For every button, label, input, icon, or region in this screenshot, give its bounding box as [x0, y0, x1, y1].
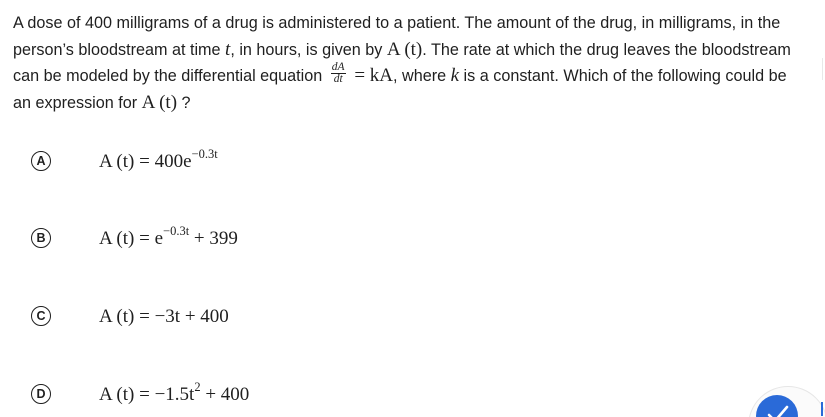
variable-k: k	[450, 65, 460, 86]
choice-expression-tail: + 399	[189, 228, 238, 250]
answer-choice-c[interactable]	[31, 303, 431, 329]
question-part: . The rate at which the drug leaves the bloodstream can be modeled by the differential equation	[13, 40, 791, 85]
question-part: A dose of 400 milligrams of a drug is administered to a patient. The amount of the drug, in milligrams, in the person’s bloodstream at time	[13, 14, 781, 59]
choice-letter-bubble[interactable]: D	[31, 384, 51, 404]
question-part: , in hours, is given by	[230, 40, 387, 59]
choice-expression	[99, 146, 218, 173]
choice-letter-bubble[interactable]: A	[31, 151, 51, 171]
question-part: ?	[177, 93, 191, 112]
floating-action-area	[748, 386, 825, 417]
equation-rhs: = kA	[349, 65, 394, 86]
answer-choice-a[interactable]	[31, 148, 431, 174]
choice-expression-tail: + 400	[200, 384, 250, 406]
choice-expression	[99, 304, 229, 328]
choice-exponent: 2	[194, 379, 201, 394]
fraction-denominator: dt	[333, 73, 343, 86]
answer-choice-d[interactable]	[31, 381, 431, 407]
choice-expression-main: A (t) = −3t + 400	[99, 306, 229, 328]
check-icon	[766, 404, 790, 417]
answer-choice-b[interactable]	[31, 225, 431, 251]
choice-expression	[99, 223, 238, 250]
variable-t: t	[225, 38, 231, 60]
choice-exponent: −0.3t	[191, 146, 218, 161]
fraction-da-dt	[331, 62, 346, 85]
side-panel-handle[interactable]	[821, 402, 823, 416]
question-part: , where	[393, 67, 451, 85]
choice-expression-main: A (t) = −1.5t	[99, 384, 195, 406]
choice-letter-bubble[interactable]: C	[31, 306, 51, 326]
question-text	[13, 10, 803, 116]
fraction-numerator: dA	[331, 61, 345, 74]
expression-a-of-t: A (t)	[141, 91, 178, 113]
choice-exponent: −0.3t	[163, 223, 190, 238]
choice-expression	[99, 379, 250, 406]
expression-a-of-t: A (t)	[386, 38, 423, 60]
choice-expression-main: A (t) = e	[99, 228, 164, 250]
choice-letter-bubble[interactable]: B	[31, 228, 51, 248]
choice-expression-main: A (t) = 400e	[99, 151, 192, 173]
question-part: is a constant. Which of the following could be an expression for	[13, 67, 787, 112]
